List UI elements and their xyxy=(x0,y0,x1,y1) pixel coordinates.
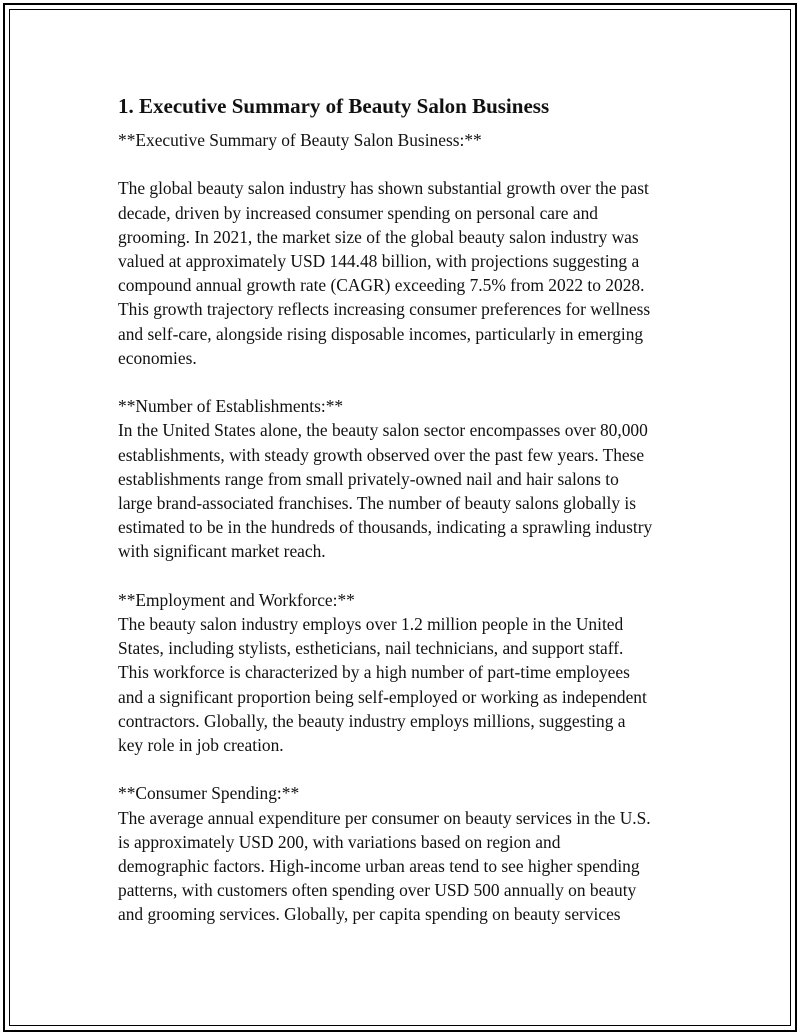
paragraph-intro-heading: **Executive Summary of Beauty Salon Business:** xyxy=(118,130,482,150)
document-title: 1. Executive Summary of Beauty Salon Business xyxy=(118,94,550,118)
paragraph-consumer-spending: **Consumer Spending:** The average annual expenditure per consumer on beauty services in the U.S. is approximately USD 200, with variations based on region and demographic factors. High-income urban areas tend to see higher spending patterns, with customers often spending over USD 500 annually on beauty and grooming services. Globally, per capita spending on beauty services xyxy=(118,783,651,925)
document-body xyxy=(118,93,693,951)
paragraph-employment: **Employment and Workforce:** The beauty salon industry employs over 1.2 million people in the United States, including stylists, estheticians, nail technicians, and support staff. This workforce is characterized by a high number of part-time employees and a significant proportion being self-employed or working as independent contractors. Globally, the beauty industry employs millions, suggesting a key role in job creation. xyxy=(118,589,647,756)
paragraph-market-overview: The global beauty salon industry has shown substantial growth over the past decade, driven by increased consumer spending on personal care and grooming. In 2021, the market size of the global beauty salon industry was valued at approximately USD 144.48 billion, with projections suggesting a compound annual growth rate (CAGR) exceeding 7.5% from 2022 to 2028. This growth trajectory reflects increasing consumer preferences for wellness and self-care, alongside rising disposable incomes, particularly in emerging economies. xyxy=(118,178,651,368)
paragraph-establishments: **Number of Establishments:** In the United States alone, the beauty salon sector encompasses over 80,000 establishments, with steady growth observed over the past few years. These establishments range from small privately-owned nail and hair salons to large brand-associated franchises. The number of beauty salons globally is estimated to be in the hundreds of thousands, indicating a sprawling industry with significant market reach. xyxy=(118,396,653,562)
